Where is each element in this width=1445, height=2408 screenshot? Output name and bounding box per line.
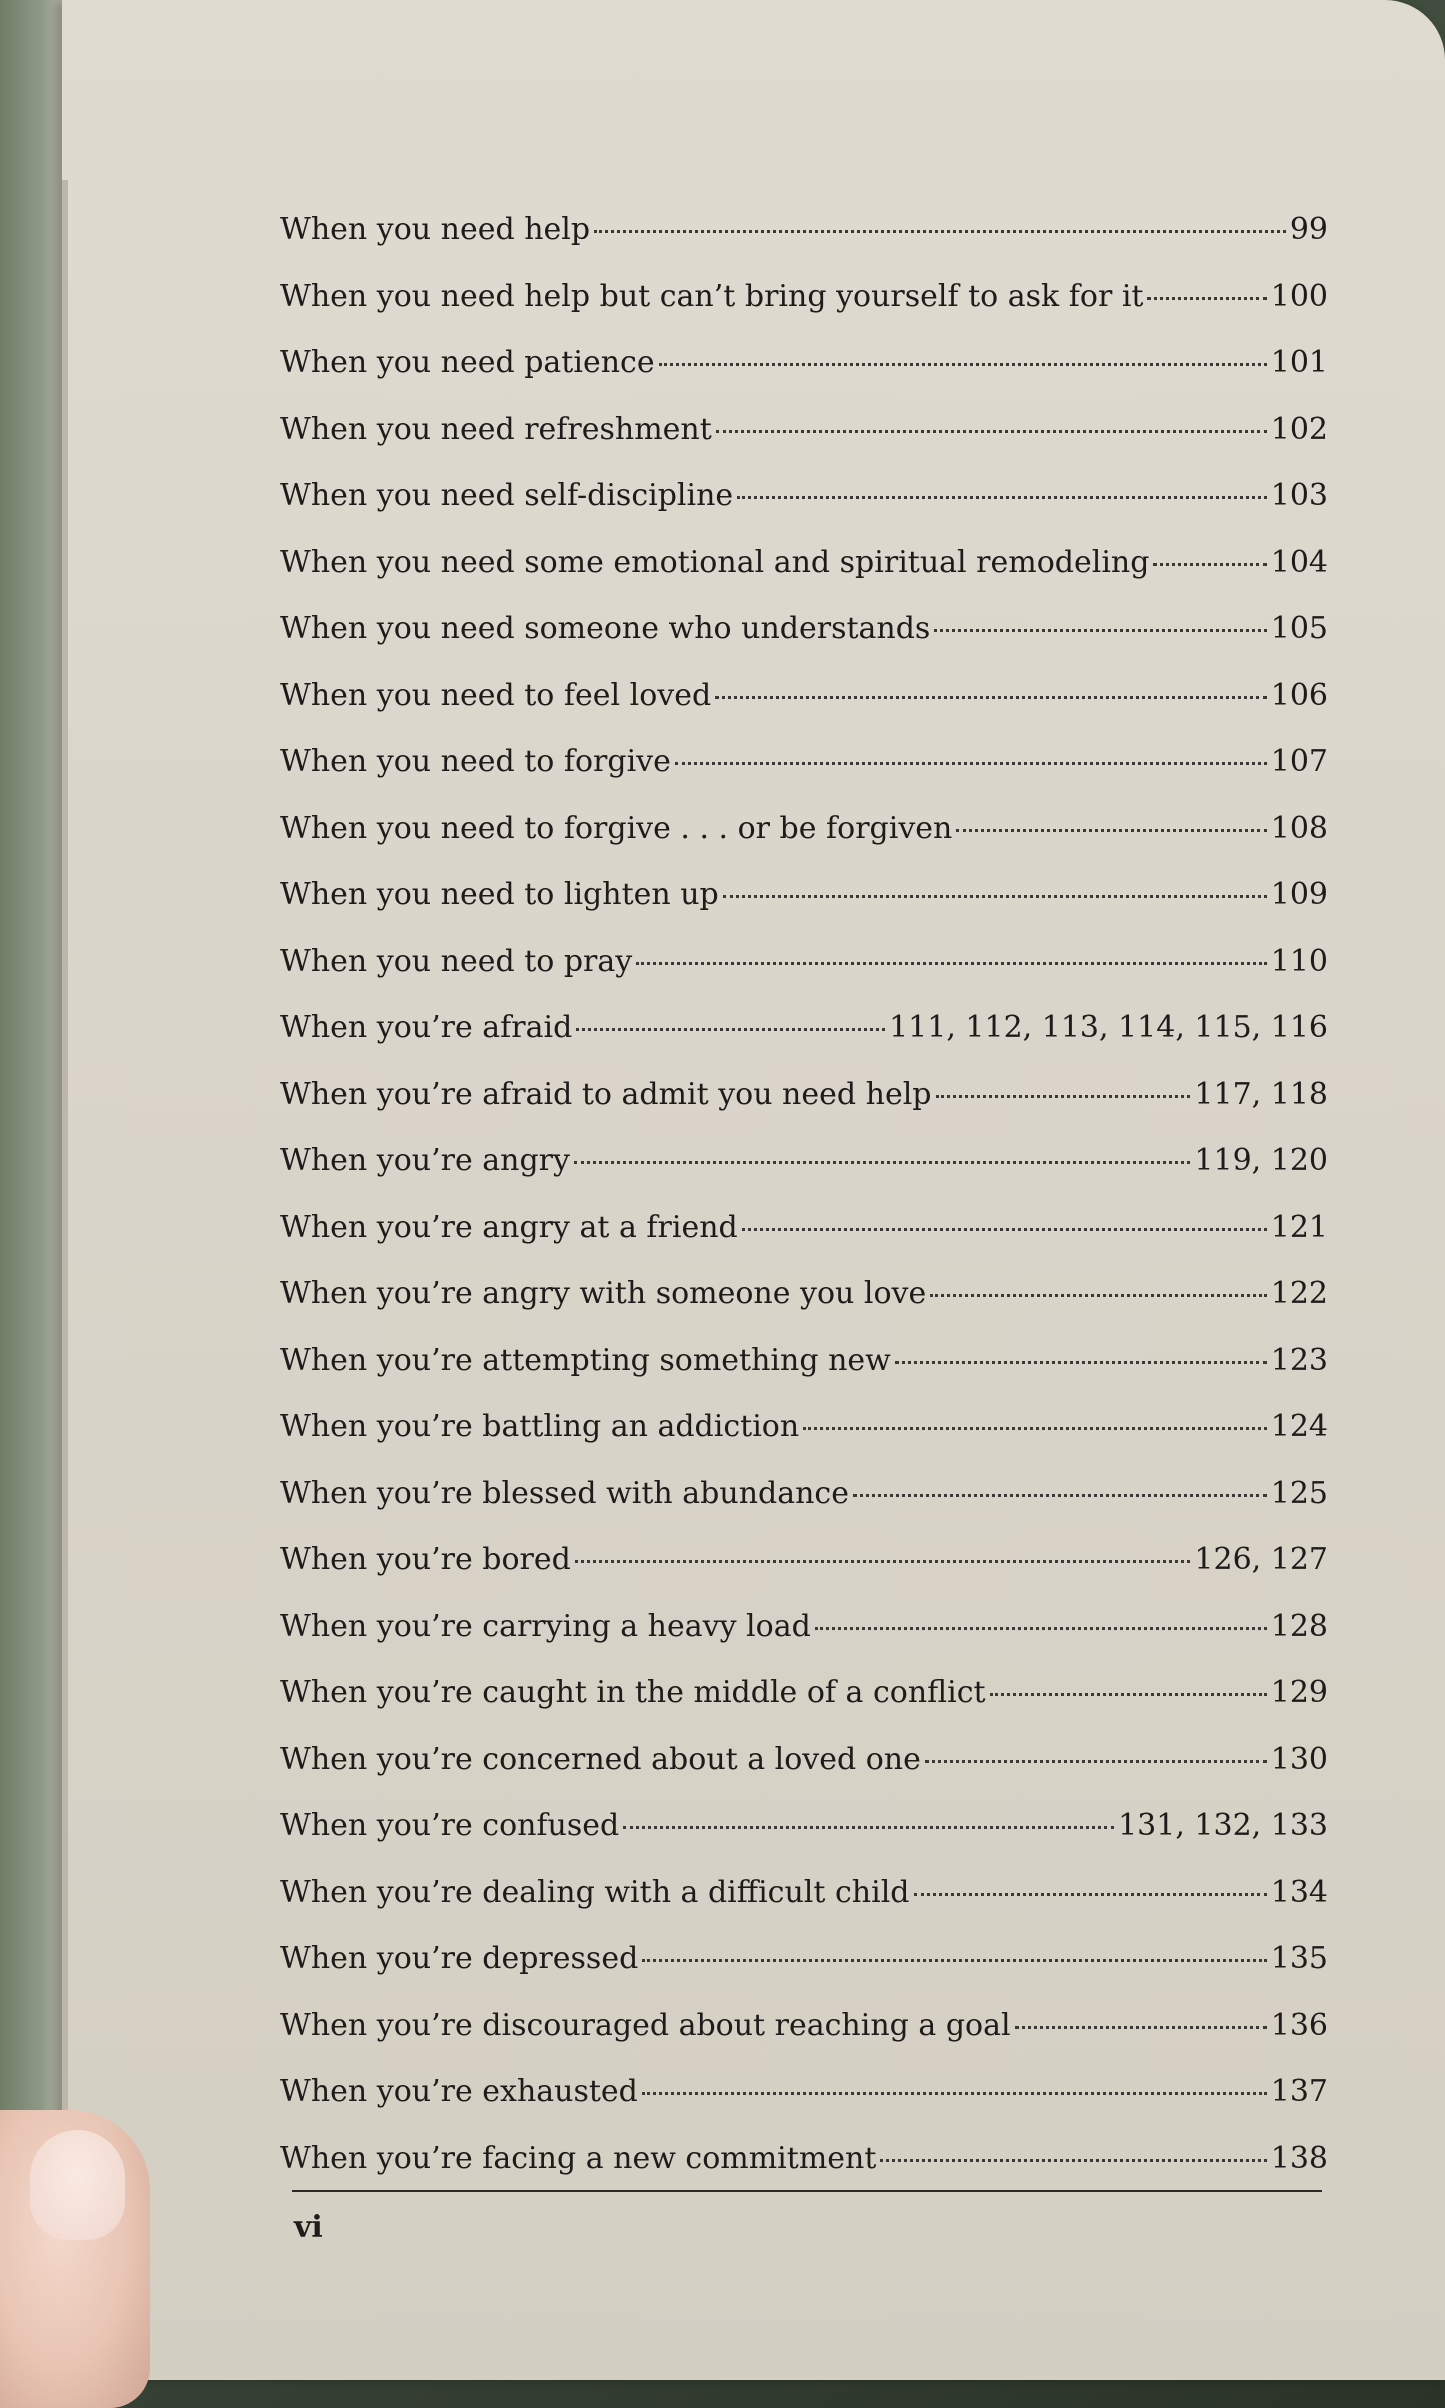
toc-entry-title: When you need to pray: [280, 943, 633, 979]
toc-entry-pages: 123: [1270, 1342, 1328, 1378]
toc-entry-title: When you’re blessed with abundance: [280, 1475, 849, 1511]
toc-entry-pages: 134: [1270, 1874, 1328, 1910]
toc-entry: [280, 1343, 1328, 1410]
toc-entry: [280, 545, 1328, 612]
toc-entry-pages: 122: [1270, 1276, 1328, 1311]
toc-entry-pages: 138: [1270, 2140, 1328, 2176]
toc-leader-dots: [803, 1427, 1267, 1430]
toc-entry-title: When you’re battling an addiction: [280, 1409, 800, 1444]
background-foliage: [0, 0, 70, 2408]
toc-entry: [280, 2008, 1328, 2075]
toc-entry: [280, 1276, 1328, 1343]
toc-leader-dots: [737, 496, 1267, 499]
toc-leader-dots: [990, 1693, 1267, 1696]
table-of-contents: [280, 212, 1328, 2207]
toc-entry-title: When you need to feel loved: [280, 677, 712, 713]
toc-entry: [280, 345, 1328, 412]
toc-entry-title: When you need to forgive . . . or be forgiven: [280, 810, 953, 846]
toc-entry: [280, 1542, 1328, 1609]
toc-entry: [280, 1010, 1328, 1077]
toc-entry: [280, 1077, 1328, 1144]
toc-entry-pages: 137: [1270, 2074, 1328, 2109]
toc-entry: [280, 678, 1328, 745]
toc-leader-dots: [623, 1826, 1114, 1829]
toc-entry: [280, 1675, 1328, 1742]
toc-entry: [280, 212, 1328, 279]
toc-entry-pages: 124: [1270, 1409, 1328, 1444]
toc-entry-pages: 107: [1270, 744, 1328, 779]
toc-leader-dots: [895, 1361, 1267, 1364]
thumbnail-highlight: [30, 2130, 125, 2240]
toc-leader-dots: [675, 762, 1267, 765]
toc-entry-title: When you’re depressed: [280, 1941, 639, 1976]
toc-leader-dots: [930, 1294, 1266, 1297]
toc-entry-title: When you’re confused: [280, 1808, 620, 1843]
toc-entry-pages: 130: [1270, 1741, 1328, 1777]
toc-entry-pages: 102: [1270, 411, 1328, 447]
toc-leader-dots: [574, 1161, 1190, 1164]
toc-entry-pages: 99: [1289, 212, 1328, 247]
toc-entry-title: When you need to forgive: [280, 744, 671, 779]
toc-entry-title: When you’re concerned about a loved one: [280, 1741, 921, 1777]
toc-entry-title: When you’re caught in the middle of a conflict: [280, 1675, 986, 1710]
toc-entry-pages: 126, 127: [1194, 1542, 1328, 1577]
toc-entry-title: When you’re afraid: [280, 1010, 573, 1045]
toc-leader-dots: [636, 962, 1266, 965]
toc-leader-dots: [1147, 297, 1266, 300]
toc-entry-pages: 111, 112, 113, 114, 115, 116: [889, 1010, 1328, 1045]
toc-entry-title: When you need help but can’t bring yourself to ask for it: [280, 278, 1144, 314]
toc-entry: [280, 1609, 1328, 1676]
toc-entry-pages: 128: [1270, 1608, 1328, 1644]
toc-entry-pages: 104: [1270, 544, 1328, 580]
toc-entry-title: When you’re attempting something new: [280, 1342, 891, 1378]
toc-entry-title: When you’re bored: [280, 1542, 571, 1577]
toc-entry-title: When you’re dealing with a difficult child: [280, 1874, 910, 1910]
toc-entry-pages: 103: [1270, 478, 1328, 513]
footer-rule: [292, 2190, 1322, 2192]
toc-entry-title: When you’re angry at a friend: [280, 1209, 738, 1245]
toc-entry-title: When you need self-discipline: [280, 478, 734, 513]
toc-entry-pages: 125: [1270, 1475, 1328, 1511]
toc-leader-dots: [723, 895, 1267, 898]
toc-leader-dots: [914, 1893, 1267, 1896]
toc-entry: [280, 877, 1328, 944]
toc-entry-title: When you need help: [280, 212, 591, 247]
toc-entry: [280, 412, 1328, 479]
toc-entry-title: When you’re afraid to admit you need help: [280, 1076, 932, 1112]
toc-entry: [280, 478, 1328, 545]
toc-leader-dots: [576, 1028, 885, 1031]
toc-leader-dots: [1153, 563, 1266, 566]
toc-entry-title: When you need someone who understands: [280, 611, 931, 646]
toc-entry-pages: 129: [1270, 1675, 1328, 1710]
toc-entry-pages: 110: [1270, 943, 1328, 979]
toc-leader-dots: [715, 696, 1267, 699]
toc-leader-dots: [936, 1095, 1191, 1098]
toc-entry-title: When you’re exhausted: [280, 2074, 638, 2109]
toc-leader-dots: [853, 1494, 1267, 1497]
toc-entry-pages: 135: [1270, 1941, 1328, 1976]
toc-leader-dots: [575, 1560, 1191, 1563]
page-number: vi: [294, 2210, 323, 2245]
toc-entry-title: When you’re discouraged about reaching a goal: [280, 2007, 1011, 2043]
page-binding-edge: [62, 180, 68, 2380]
toc-entry: [280, 279, 1328, 346]
toc-entry: [280, 744, 1328, 811]
toc-entry-title: When you need patience: [280, 345, 655, 380]
toc-entry-pages: 101: [1270, 345, 1328, 380]
toc-entry: [280, 1742, 1328, 1809]
toc-entry-title: When you need to lighten up: [280, 877, 719, 912]
toc-leader-dots: [956, 829, 1266, 832]
toc-leader-dots: [934, 629, 1266, 632]
toc-entry: [280, 1808, 1328, 1875]
toc-entry-title: When you’re facing a new commitment: [280, 2140, 877, 2176]
toc-entry: [280, 611, 1328, 678]
toc-entry-title: When you’re carrying a heavy load: [280, 1608, 811, 1644]
toc-leader-dots: [1015, 2026, 1267, 2029]
toc-entry-pages: 121: [1270, 1209, 1328, 1245]
toc-leader-dots: [880, 2159, 1266, 2162]
toc-entry: [280, 944, 1328, 1011]
toc-entry-title: When you’re angry: [280, 1143, 570, 1178]
toc-leader-dots: [642, 2092, 1267, 2095]
toc-leader-dots: [642, 1959, 1266, 1962]
toc-leader-dots: [815, 1627, 1267, 1630]
toc-leader-dots: [659, 363, 1267, 366]
toc-entry-pages: 136: [1270, 2007, 1328, 2043]
toc-entry-pages: 109: [1270, 877, 1328, 912]
toc-leader-dots: [716, 430, 1267, 433]
toc-entry: [280, 1875, 1328, 1942]
toc-entry: [280, 1409, 1328, 1476]
toc-entry-pages: 117, 118: [1194, 1076, 1328, 1112]
toc-entry-pages: 100: [1270, 278, 1328, 314]
toc-entry-pages: 106: [1270, 677, 1328, 713]
toc-entry-pages: 105: [1270, 611, 1328, 646]
toc-leader-dots: [742, 1228, 1267, 1231]
toc-entry-title: When you’re angry with someone you love: [280, 1276, 927, 1311]
toc-entry-pages: 119, 120: [1194, 1143, 1328, 1178]
toc-entry: [280, 2141, 1328, 2208]
toc-leader-dots: [594, 230, 1286, 233]
toc-leader-dots: [925, 1760, 1267, 1763]
toc-entry: [280, 811, 1328, 878]
toc-entry: [280, 1210, 1328, 1277]
toc-entry-pages: 108: [1270, 810, 1328, 846]
toc-entry-title: When you need some emotional and spiritual remodeling: [280, 544, 1150, 580]
toc-entry: [280, 1143, 1328, 1210]
toc-entry: [280, 2074, 1328, 2141]
toc-entry: [280, 1941, 1328, 2008]
toc-entry: [280, 1476, 1328, 1543]
toc-entry-pages: 131, 132, 133: [1118, 1808, 1328, 1843]
toc-entry-title: When you need refreshment: [280, 411, 712, 447]
